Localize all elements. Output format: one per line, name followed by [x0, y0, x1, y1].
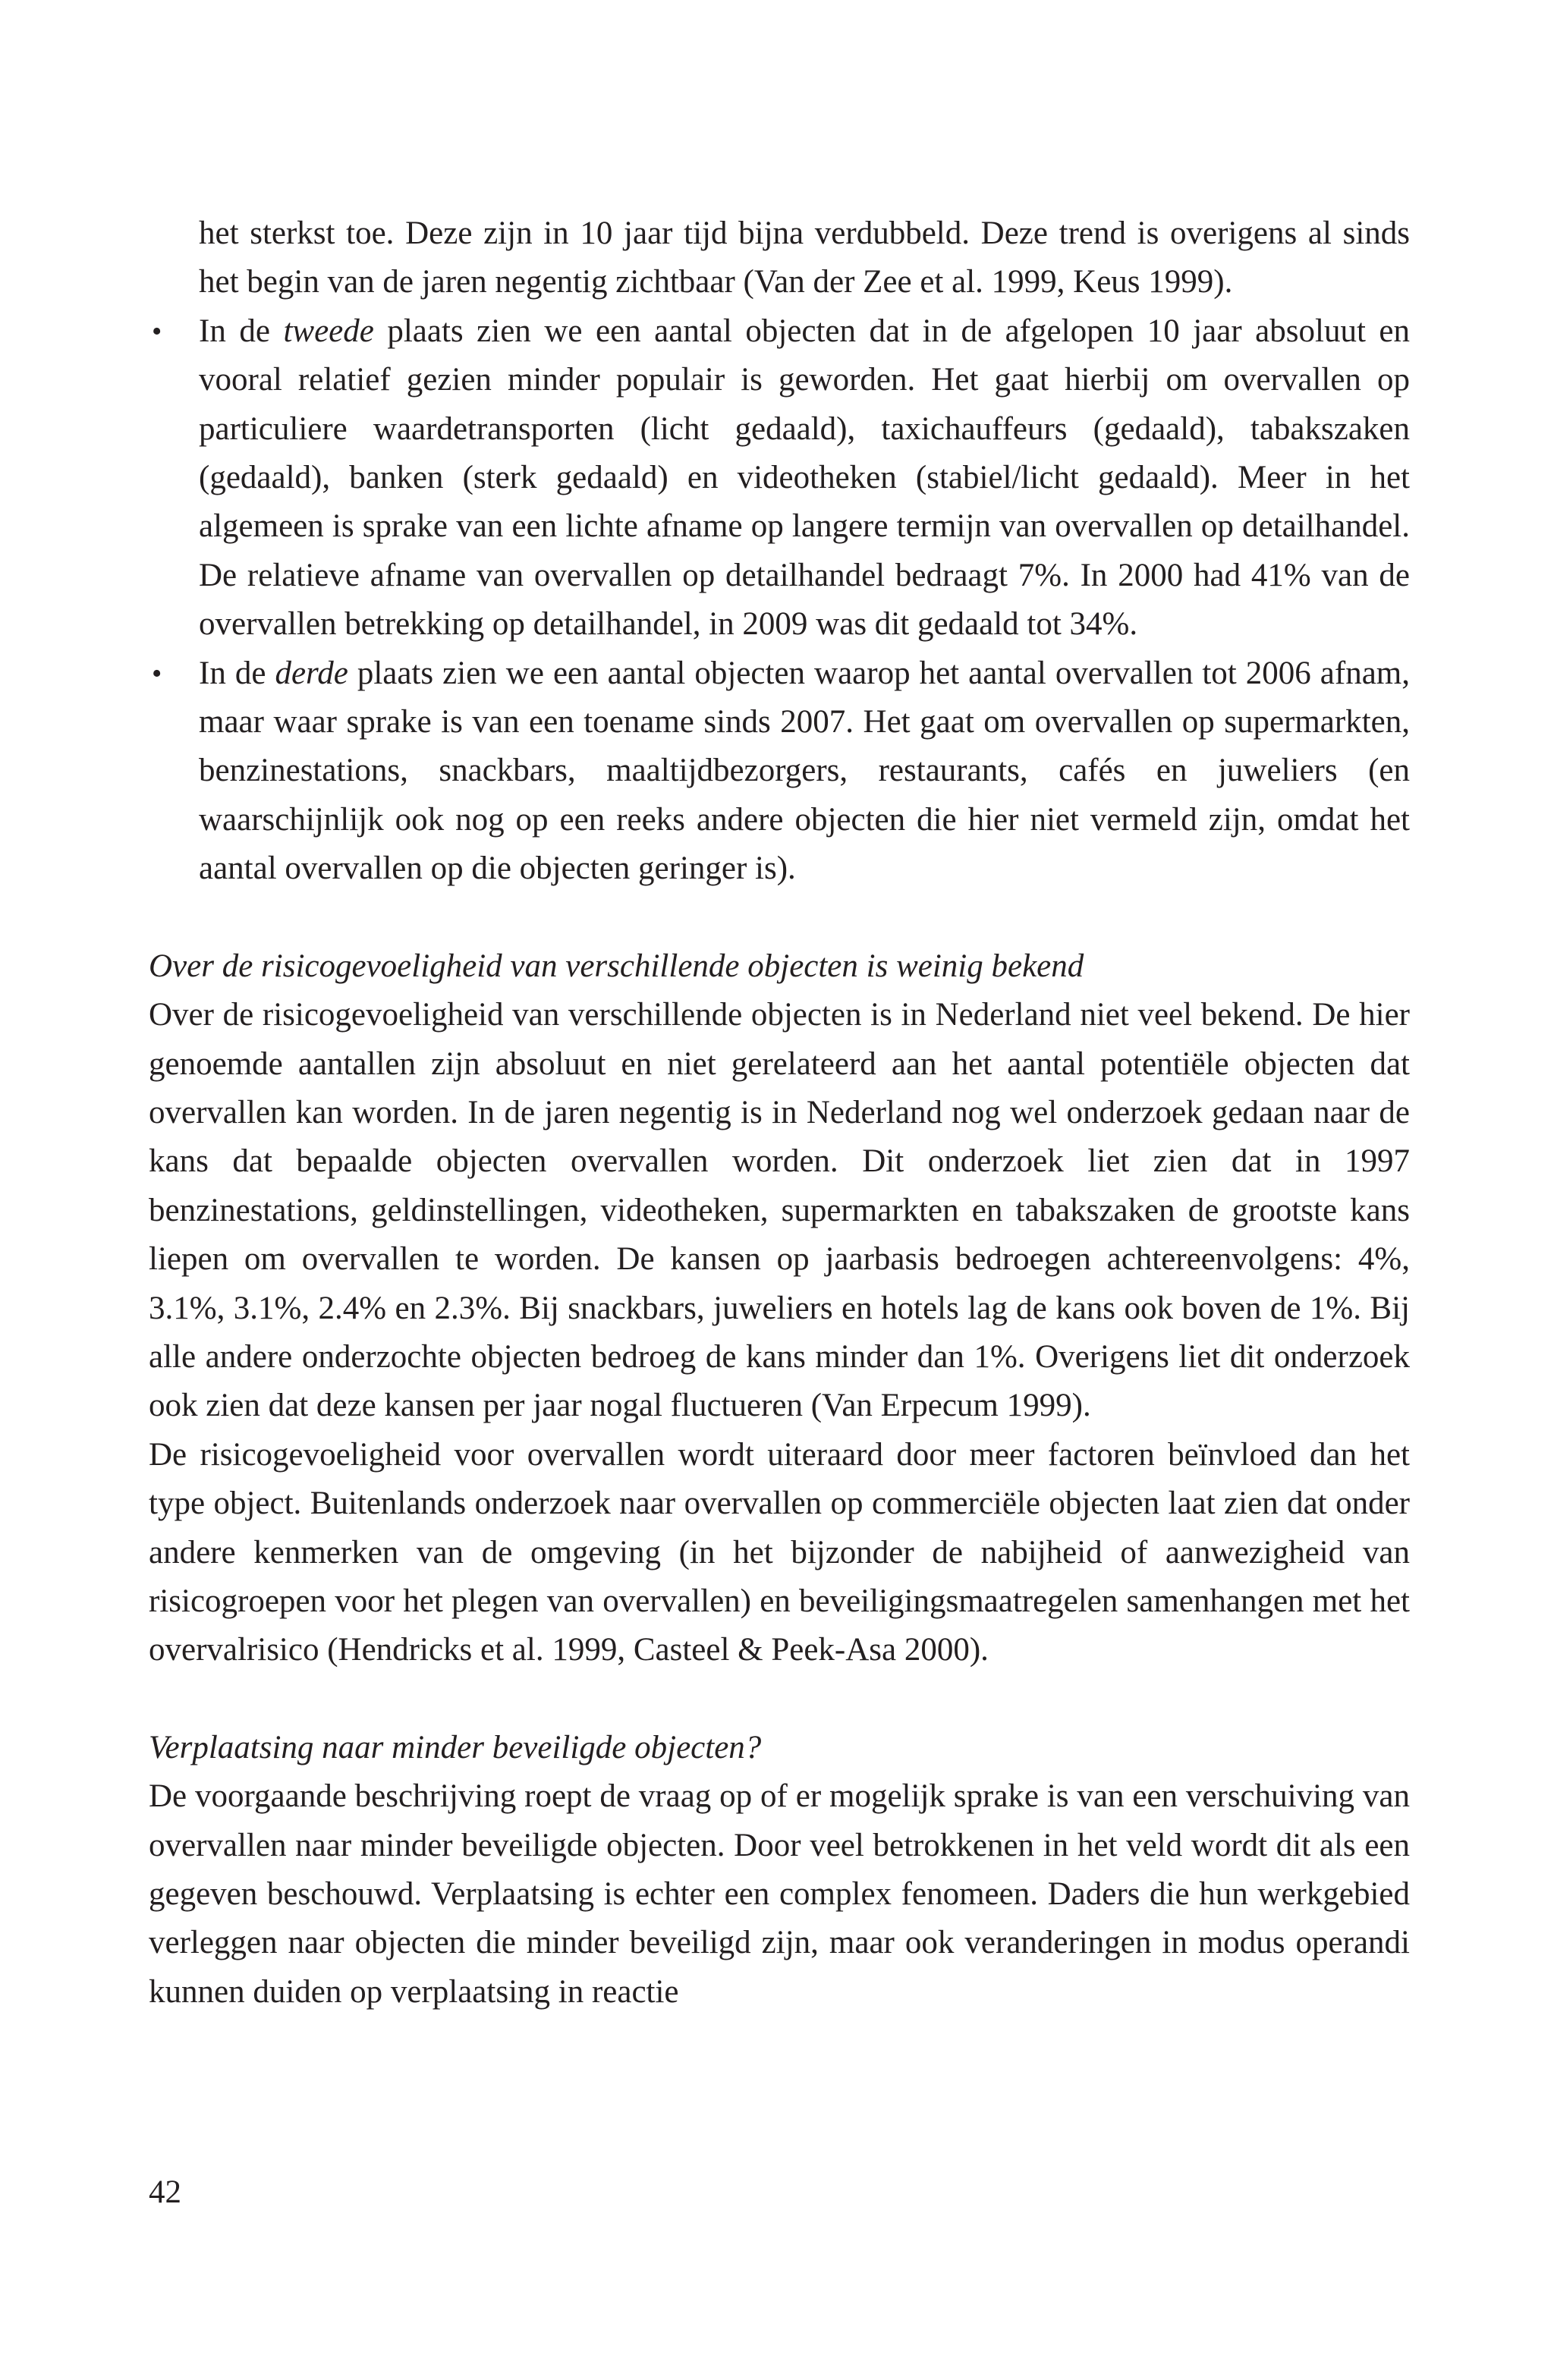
- bullet-emphasis: tweede: [283, 313, 374, 349]
- page-number: 42: [149, 2174, 181, 2210]
- bullet-text-start: In de: [199, 313, 284, 349]
- paragraph-displacement: De voorgaande beschrijving roept de vraag op of er mogelijk sprake is van een verschuiving van overvallen naar minder beveiligde objecten. Door veel betrokkenen in het veld wordt dit als een gegeven beschouwd. Verplaatsing is echter een complex fenomeen. Daders die hun werkgebied verleggen naar objecten die minder beveiligd zijn, maar ook veranderingen in modus operandi kunnen duiden op verplaatsing in reactie: [149, 1778, 1410, 2010]
- section-gap: [149, 894, 1410, 942]
- bullet-text-rest: plaats zien we een aantal objecten dat in de afgelopen 10 jaar absoluut en vooral relatief gezien minder populair is geworden. Het gaat hierbij om overvallen op particuliere waardetransporten (licht gedaald), taxichauffeurs (gedaald), tabakszaken (gedaald), banken (sterk gedaald) en videotheken (stabiel/licht gedaald). Meer in het algemeen is sprake van een lichte afname op langere termijn van overvallen op detailhandel. De relatieve afname van overvallen op detailhandel bedraagt 7%. In 2000 had 41% van de overvallen betrekking op detailhandel, in 2009 was dit gedaald tot 34%.: [199, 313, 1410, 643]
- bullet-item-third: [149, 649, 1410, 894]
- bullet-dot: •: [152, 657, 162, 690]
- paragraph-risk-1: Over de risicogevoeligheid van verschillende objecten is in Nederland niet veel bekend. De hier genoemde aantallen zijn absoluut en niet gerelateerd aan het aantal potentiële objecten dat overvallen kan worden. In de jaren negentig is in Nederland nog wel onderzoek gedaan naar de kans dat bepaalde objecten overvallen worden. Dit onderzoek liet zien dat in 1997 benzinestations, geldinstellingen, videotheken, supermarkten en tabakszaken de grootste kans liepen om overvallen te worden. De kansen op jaarbasis bedroegen achtereenvolgens: 4%, 3.1%, 3.1%, 2.4% en 2.3%. Bij snackbars, juweliers en hotels lag de kans ook boven de 1%. Bij alle andere onderzochte objecten bedroeg de kans minder dan 1%. Overigens liet dit onderzoek ook zien dat deze kansen per jaar nogal fluctueren (Van Erpecum 1999).: [149, 997, 1410, 1424]
- bullet-dot: •: [152, 315, 162, 347]
- bullet-continuation: het sterkst toe. Deze zijn in 10 jaar tijd bijna verdubbeld. Deze trend is overigens al sinds het begin van de jaren negentig zichtbaar (Van der Zee et al. 1999, Keus 1999).: [199, 215, 1410, 300]
- bullet-emphasis: derde: [275, 655, 348, 691]
- bullet-text-rest: plaats zien we een aantal objecten waarop het aantal overvallen tot 2006 afnam, maar waar sprake is van een toename sinds 2007. Het gaat om overvallen op supermarkten, benzinestations, snackbars, maaltijdbezorgers, restaurants, cafés en juweliers (en waarschijnlijk ook nog op een reeks andere objecten die hier niet vermeld zijn, omdat het aantal overvallen op die objecten geringer is).: [199, 655, 1410, 887]
- page-body: [149, 209, 1410, 2017]
- bullet-text-start: In de: [199, 655, 275, 691]
- section-gap: [149, 1675, 1410, 1724]
- section-heading-displacement: Verplaatsing naar minder beveiligde objecten?: [149, 1729, 762, 1765]
- bullet-item-second: [149, 307, 1410, 649]
- section-heading-risk: Over de risicogevoeligheid van verschillende objecten is weinig bekend: [149, 948, 1084, 984]
- paragraph-risk-2: De risicogevoeligheid voor overvallen wordt uiteraard door meer factoren beïnvloed dan het type object. Buitenlands onderzoek naar overvallen op commerciële objecten laat zien dat onder andere kenmerken van de omgeving (in het bijzonder de nabijheid of aanwezigheid van risicogroepen voor het plegen van overvallen) en beveiligingsmaatregelen samenhangen met het overvalrisico (Hendricks et al. 1999, Casteel & Peek-Asa 2000).: [149, 1436, 1410, 1668]
